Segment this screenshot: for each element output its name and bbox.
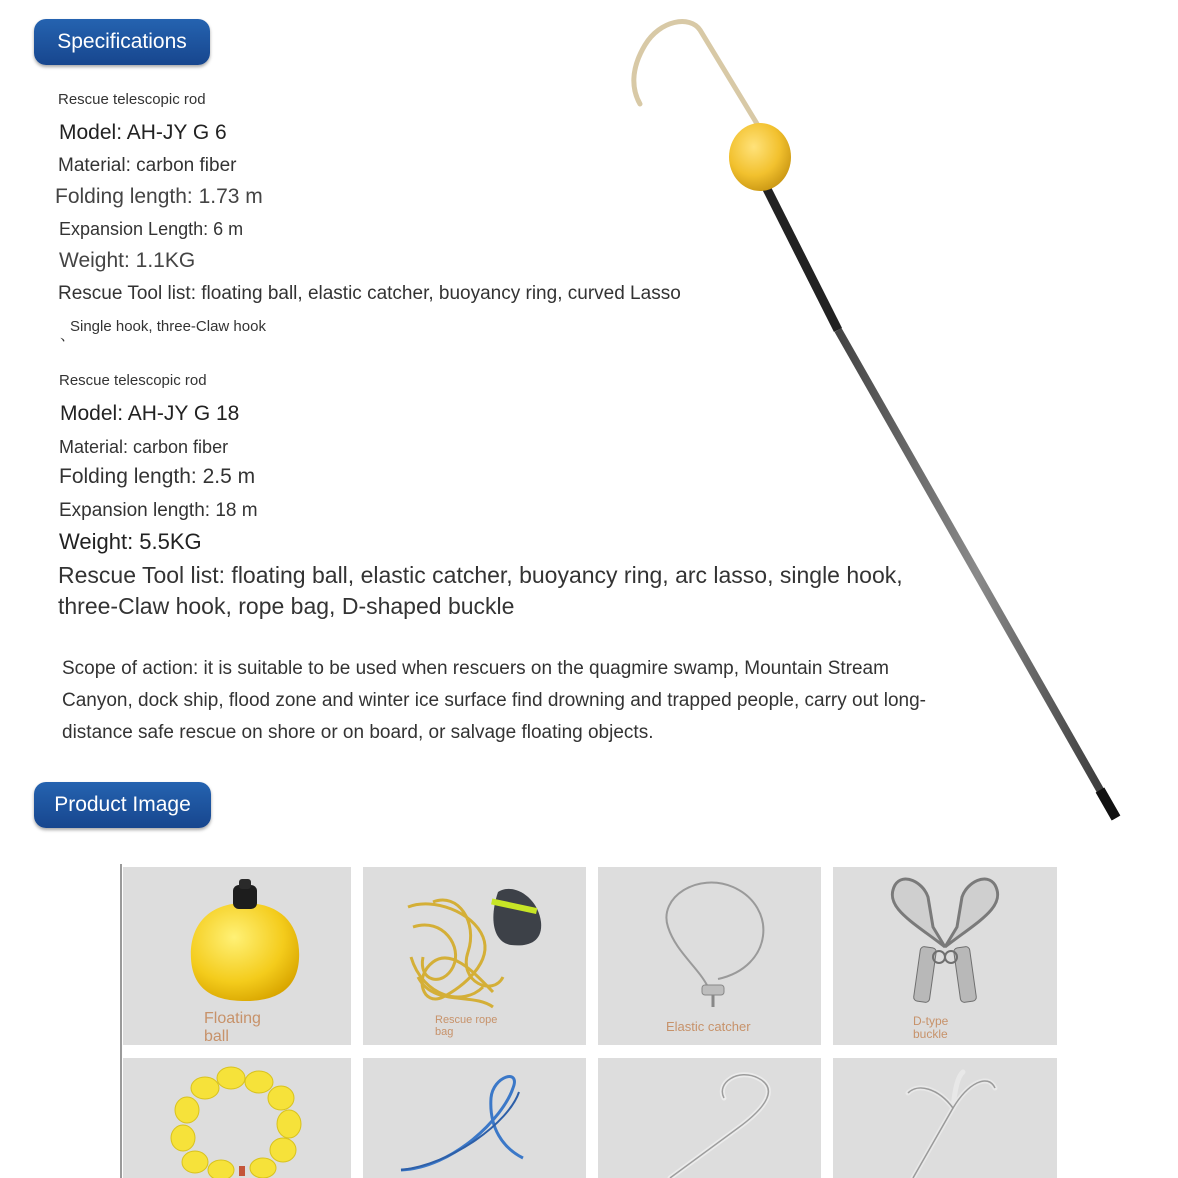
grid-divider — [120, 864, 122, 1178]
model1-folding: Folding length: 1.73 m — [55, 185, 263, 208]
model2-model: Model: AH-JY G 18 — [60, 402, 240, 425]
product-card-buoyancy-ring — [123, 1058, 351, 1178]
model2-expansion: Expansion length: 18 m — [59, 500, 258, 521]
model1-tools: Rescue Tool list: floating ball, elastic catcher, buoyancy ring, curved Lasso — [58, 283, 681, 304]
product-card-single-hook — [598, 1058, 821, 1178]
product-label: Elastic catcher — [666, 1019, 751, 1034]
product-card-elastic-catcher — [598, 867, 821, 1045]
model1-caption: Rescue telescopic rod — [58, 91, 206, 108]
arc-lasso-icon — [363, 1058, 586, 1178]
product-card-d-buckle — [833, 867, 1057, 1045]
model2-weight: Weight: 5.5KG — [59, 529, 202, 554]
telescopic-rod-illustration — [600, 10, 1160, 840]
model1-tools-cont: Single hook, three-Claw hook — [70, 318, 266, 335]
specifications-header: Specifications — [34, 19, 210, 65]
product-image-header: Product Image — [34, 782, 211, 828]
model2-folding: Folding length: 2.5 m — [59, 465, 256, 488]
product-card-arc-lasso — [363, 1058, 586, 1178]
product-label: D-type buckle — [913, 1014, 949, 1042]
three-claw-hook-icon — [833, 1058, 1057, 1178]
model2-material: Material: carbon fiber — [59, 437, 229, 457]
model1-weight: Weight: 1.1KG — [59, 249, 196, 272]
product-label: Floating ball — [204, 1010, 261, 1045]
model1-tools-mark: 、 — [60, 327, 76, 344]
model2-caption: Rescue telescopic rod — [59, 372, 207, 389]
model1-model: Model: AH-JY G 6 — [59, 121, 227, 144]
product-card-three-claw-hook — [833, 1058, 1057, 1178]
product-card-rope-bag — [363, 867, 586, 1045]
product-label: Rescue rope bag — [435, 1014, 498, 1039]
product-card-floating-ball — [123, 867, 351, 1045]
model1-expansion: Expansion Length: 6 m — [59, 219, 244, 239]
buoyancy-ring-icon — [123, 1058, 351, 1178]
model1-material: Material: carbon fiber — [58, 155, 237, 176]
single-hook-icon — [598, 1058, 821, 1178]
model2-tools: Rescue Tool list: floating ball, elastic catcher, buoyancy ring, arc lasso, single hook, three-Claw hook, rope bag, D-shaped buckle — [58, 562, 903, 619]
scope-paragraph: Scope of action: it is suitable to be used when rescuers on the quagmire swamp, Mountain Stream Canyon, dock ship, flood zone and winter ice surface find drowning and trapped people, carry out long-distance safe rescue on shore or on board, or salvage floating objects. — [62, 658, 926, 743]
